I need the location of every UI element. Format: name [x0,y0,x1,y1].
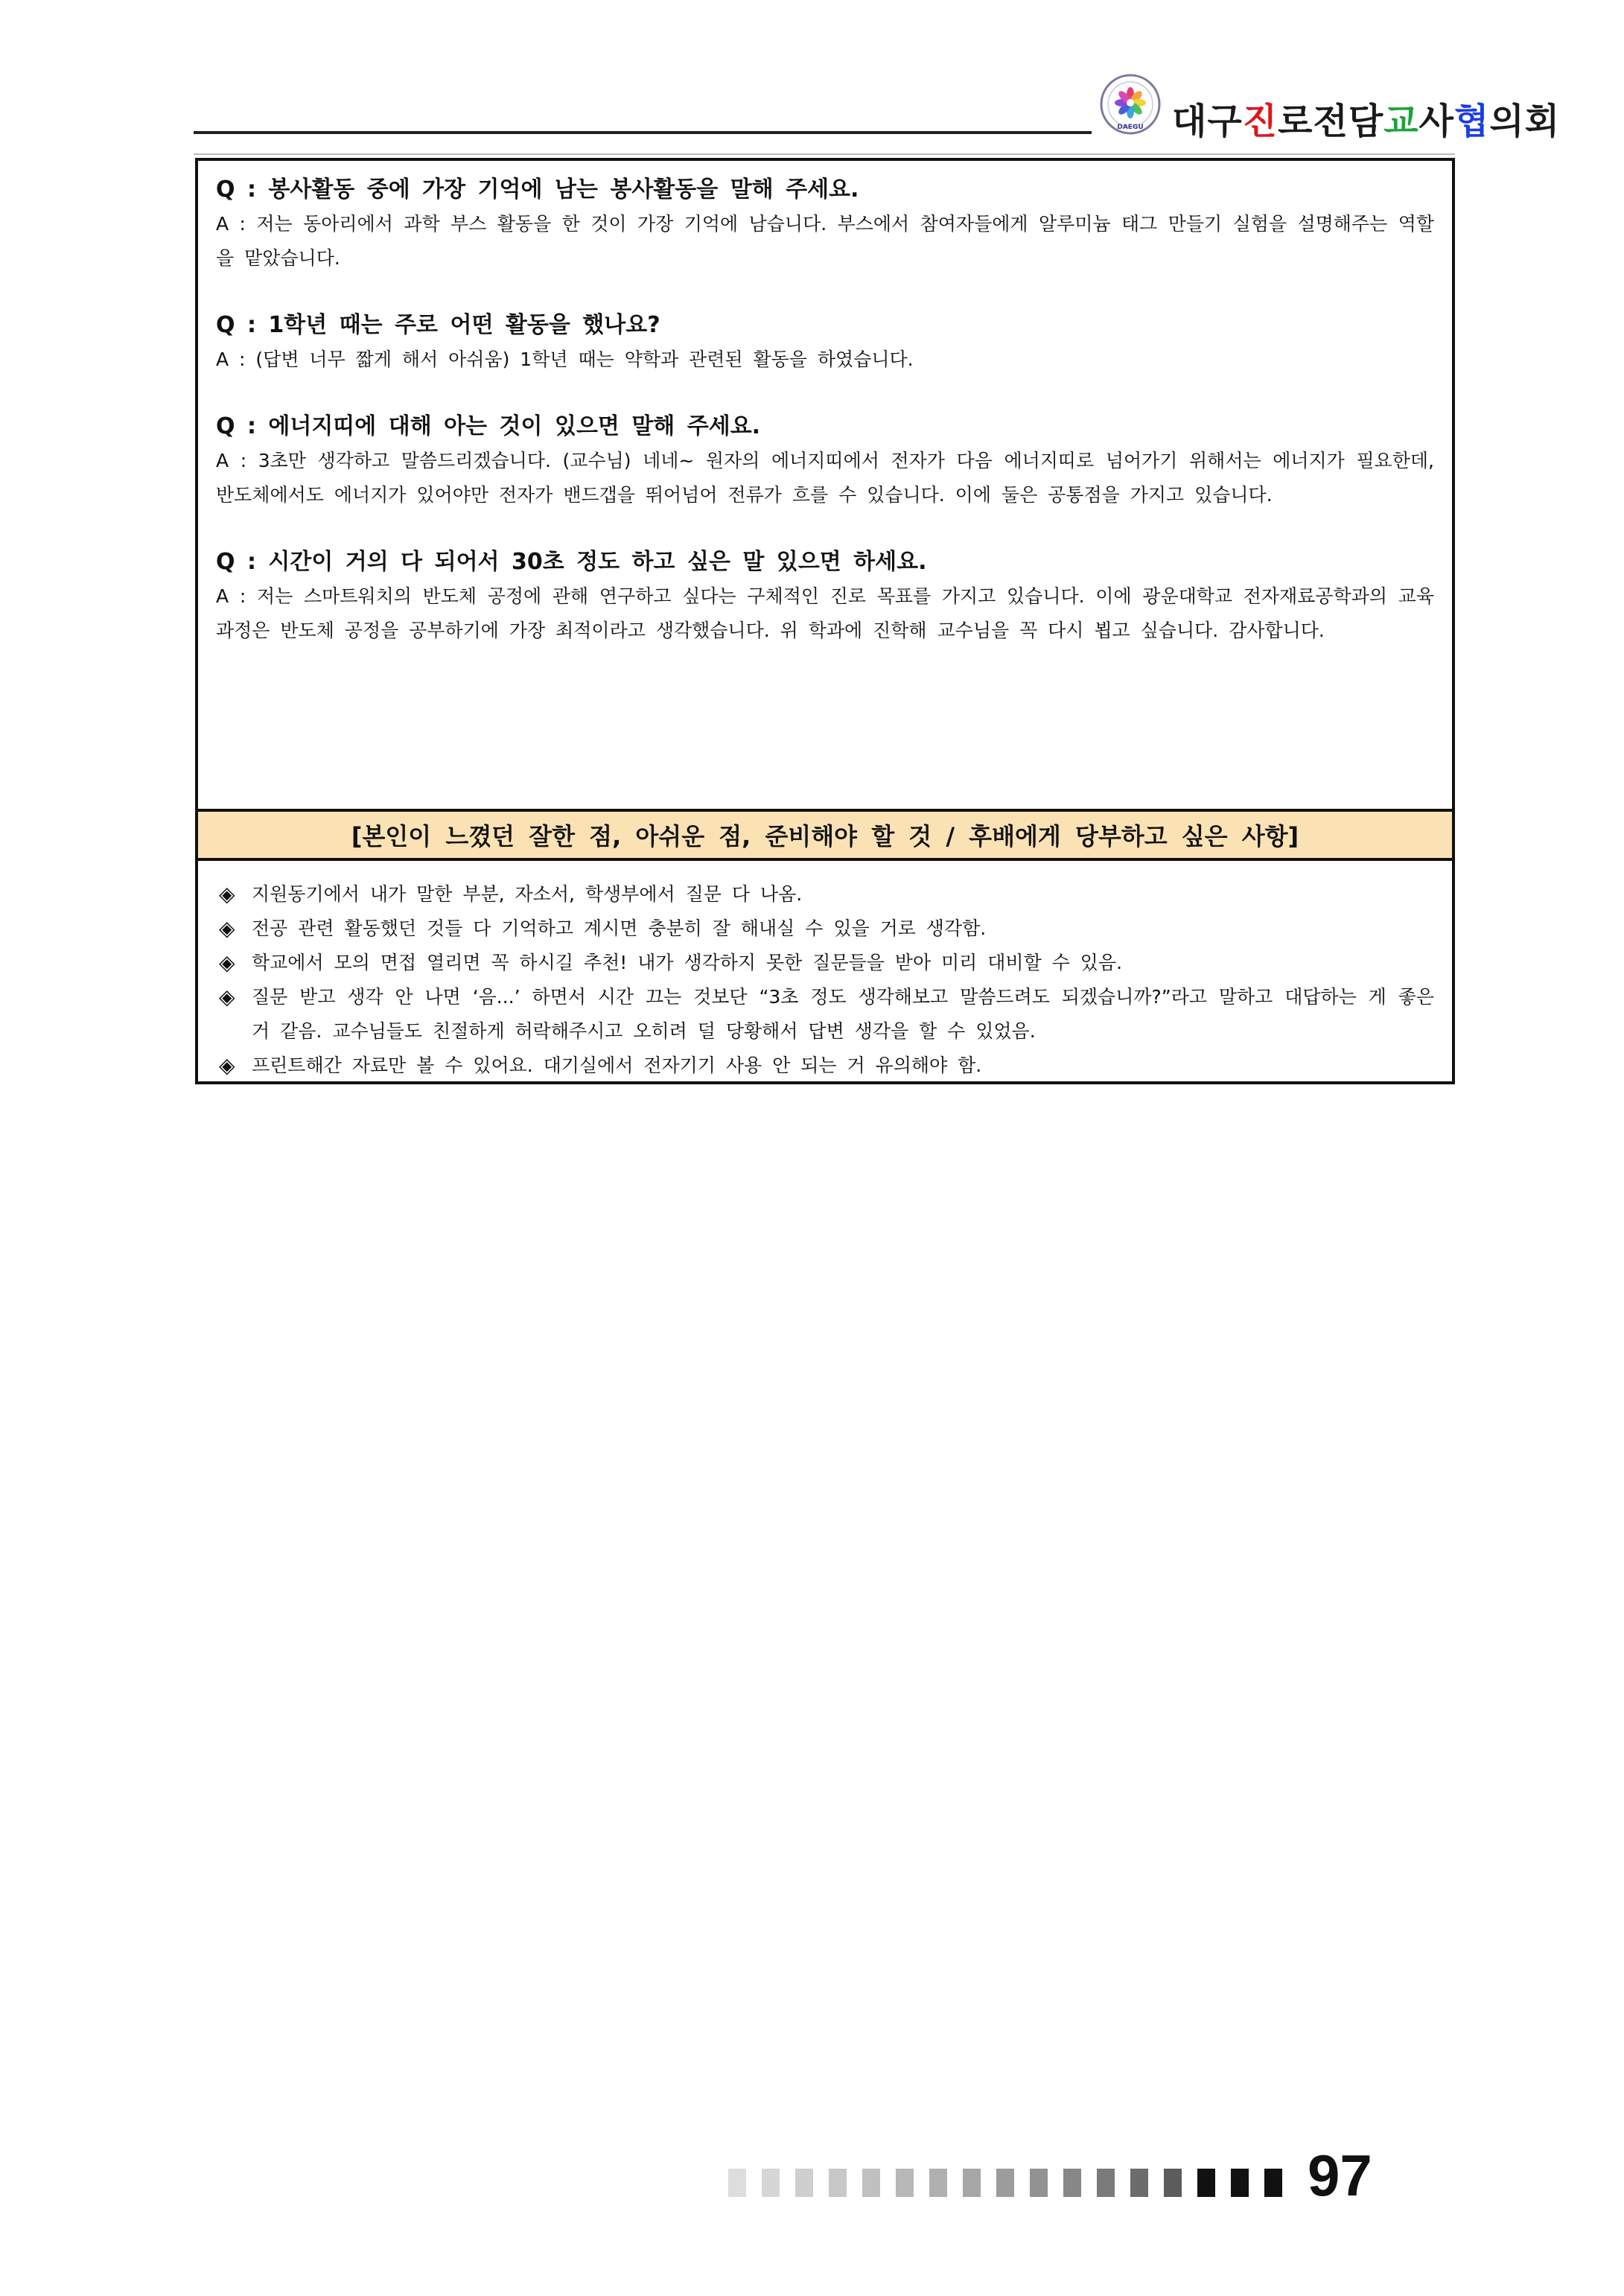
progress-segment [1264,2169,1282,2197]
question-text: Q : 에너지띠에 대해 아는 것이 있으면 말해 주세요. [216,413,761,439]
progress-segment [829,2169,847,2197]
organization-name-part: 의회 [1489,101,1561,142]
diamond-bullet-icon: ◈ [219,882,235,906]
organization-name-part: 대구 [1172,101,1243,142]
qa-item [216,547,1434,648]
page-progress-bar [716,2169,1282,2197]
progress-segment [762,2169,780,2197]
organization-name-part: 교 [1383,101,1419,142]
answer-text: A : 3초만 생각하고 말씀드리겠습니다. (교수님) 네네~ 원자의 에너지띠에서 전자가 다음 에너지띠로 넘어가기 위해서는 에너지가 필요한데, 반도체에서도 에너지가 있어야만 전자가 밴드갭을 뛰어넘어 전류가 흐를 수 있습니다. 이에 둘은 공통점을 가지고 있습니다. [216,450,1434,506]
progress-segment [728,2169,746,2197]
organization-name-part: 협 [1453,101,1490,142]
qa-list [198,161,1452,648]
header-rule-thin [194,153,1455,155]
diamond-bullet-icon: ◈ [219,916,235,941]
tip-item [216,980,1434,1049]
progress-segment [929,2169,947,2197]
qa-section [195,158,1455,1084]
tip-item [216,912,1434,946]
progress-segment [1097,2169,1115,2197]
progress-segment [1130,2169,1148,2197]
tip-text: 지원동기에서 내가 말한 부분, 자소서, 학생부에서 질문 다 나옴. [252,883,803,905]
progress-segment [795,2169,813,2197]
question-text: Q : 봉사활동 중에 가장 기억에 남는 봉사활동을 말해 주세요. [216,177,859,203]
diamond-bullet-icon: ◈ [219,950,235,975]
diamond-bullet-icon: ◈ [219,1053,235,1078]
association-logo-icon [1099,73,1162,136]
tips-list [198,867,1452,1083]
organization-name [1172,92,1560,144]
tip-item [216,877,1434,912]
qa-item [216,174,1434,276]
logo-text: DAEGU [1117,124,1144,131]
tip-item [216,946,1434,980]
diamond-bullet-icon: ◈ [219,985,235,1009]
question-text: Q : 시간이 거의 다 되어서 30초 정도 하고 싶은 말 있으면 하세요. [216,549,927,575]
progress-segment [896,2169,914,2197]
tip-text: 질문 받고 생각 안 나면 ‘음...’ 하면서 시간 끄는 것보단 “3초 정도 생각해보고 말씀드려도 되겠습니까?”라고 말하고 대답하는 게 좋은 거 같음. 교수님들도 친절하게 허락해주시고 오히려 덜 당황해서 답변 생각을 할 수 있었음. [252,986,1434,1042]
answer-text: A : 저는 동아리에서 과학 부스 활동을 한 것이 가장 기억에 남습니다. 부스에서 참여자들에게 알루미늄 태그 만들기 실험을 설명해주는 역할을 맡았습니다. [216,213,1434,269]
organization-name-part: 사 [1418,101,1454,142]
progress-segment [862,2169,880,2197]
tips-section-header: [본인이 느꼈던 잘한 점, 아쉬운 점, 준비해야 할 것 / 후배에게 당부하고 싶은 사항] [198,809,1452,861]
qa-item [216,310,1434,377]
question-text: Q : 1학년 때는 주로 어떤 활동을 했나요? [216,312,660,338]
progress-segment [996,2169,1014,2197]
answer-text: A : (답변 너무 짧게 해서 아쉬움) 1학년 때는 약학과 관련된 활동을 하였습니다. [216,349,914,370]
tip-text: 전공 관련 활동했던 것들 다 기억하고 계시면 충분히 잘 해내실 수 있을 거로 생각함. [252,918,987,939]
tip-text: 프린트해간 자료만 볼 수 있어요. 대기실에서 전자기기 사용 안 되는 거 유의해야 함. [252,1055,982,1076]
progress-segment [1197,2169,1215,2197]
tip-item [216,1049,1434,1083]
page-number: 97 [1308,2143,1372,2208]
progress-segment [1164,2169,1182,2197]
tip-text: 학교에서 모의 면접 열리면 꼭 하시길 추천! 내가 생각하지 못한 질문들을 받아 미리 대비할 수 있음. [252,952,1123,973]
progress-segment [1231,2169,1249,2197]
organization-name-part: 로전담 [1278,101,1384,142]
answer-text: A : 저는 스마트워치의 반도체 공정에 관해 연구하고 싶다는 구체적인 진로 목표를 가지고 있습니다. 이에 광운대학교 전자재료공학과의 교육과정은 반도체 공정을 공부하기에 가장 최적이라고 생각했습니다. 위 학과에 진학해 교수님을 꼭 다시 뵙고 싶습니다. 감사합니다. [216,585,1434,641]
progress-segment [1030,2169,1048,2197]
organization-name-part: 진 [1242,101,1278,142]
qa-item [216,411,1434,512]
progress-segment [963,2169,981,2197]
progress-segment [1063,2169,1081,2197]
header-rule [194,131,1092,134]
